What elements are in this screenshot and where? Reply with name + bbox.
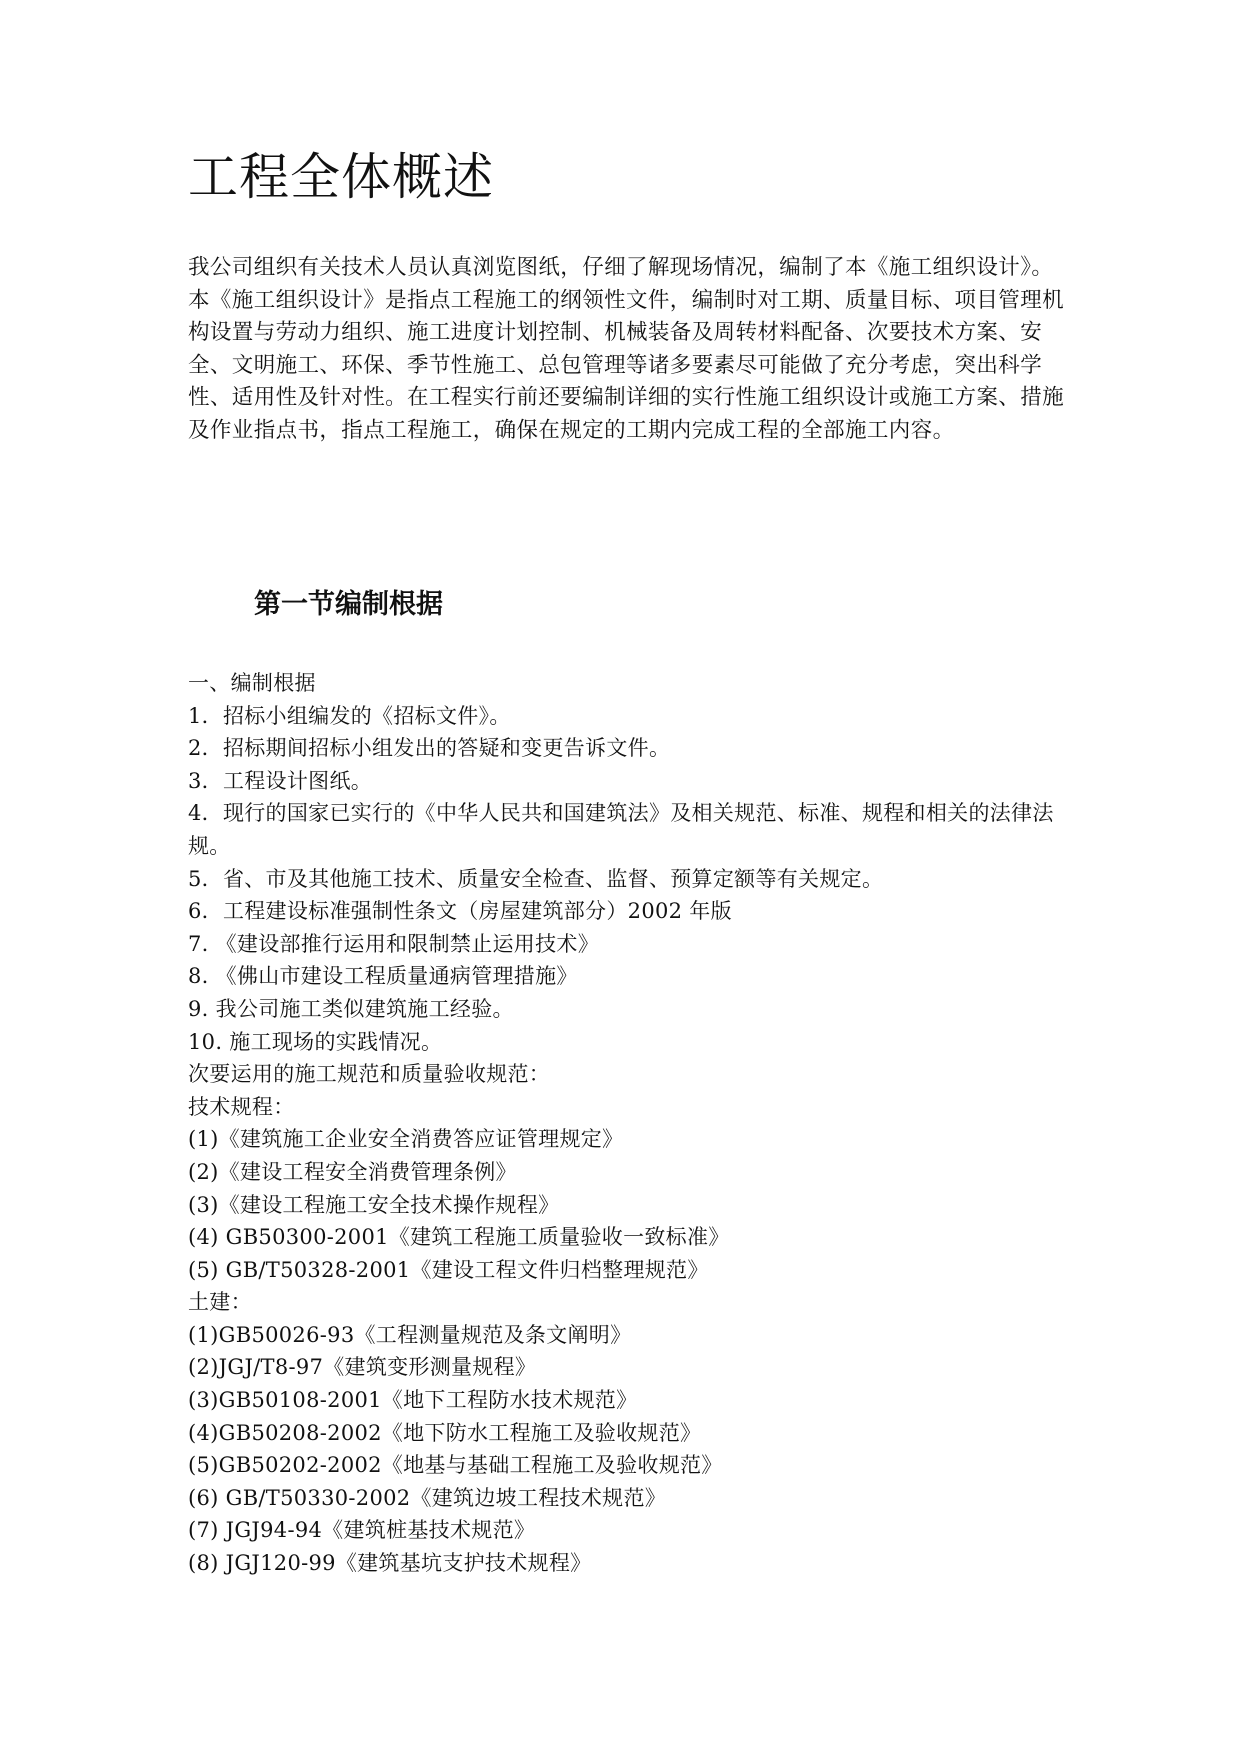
list-item: 次要运用的施工规范和质量验收规范： [188, 1062, 551, 1087]
list-item: (8) JGJ120-99《建筑基坑支护技术规程》 [188, 1551, 592, 1576]
list-item: (1)《建筑施工企业安全消费答应证管理规定》 [188, 1127, 624, 1152]
list-item: (5) GB/T50328-2001《建设工程文件归档整理规范》 [188, 1257, 709, 1282]
list-item: 9. 我公司施工类似建筑施工经验。 [188, 996, 514, 1021]
list-item: (5)GB50202-2002《地基与基础工程施工及验收规范》 [188, 1453, 723, 1478]
list-item: (7) JGJ94-94《建筑桩基技术规范》 [188, 1518, 536, 1543]
section-heading: 第一节编制根据 [254, 589, 443, 620]
list-item: (3)《建设工程施工安全技术操作规程》 [188, 1192, 560, 1217]
list-item: 7. 《建设部推行运用和限制禁止运用技术》 [188, 931, 600, 956]
list-item: 1．招标小组编发的《招标文件》。 [188, 703, 511, 728]
list-item: 2．招标期间招标小组发出的答疑和变更告诉文件。 [188, 736, 671, 761]
list-item: 4．现行的国家已实行的《中华人民共和国建筑法》及相关规范、标准、规程和相关的法律法规。 [188, 801, 1054, 858]
intro-section [188, 252, 1068, 448]
basis-list [188, 667, 1068, 1580]
list-item: 5．省、市及其他施工技术、质量安全检查、监督、预算定额等有关规定。 [188, 866, 884, 891]
intro-paragraph: 本《施工组织设计》是指点工程施工的纲领性文件，编制时对工期、质量目标、项目管理机构设置与劳动力组织、施工进度计划控制、机械装备及周转材料配备、次要技术方案、安全、文明施工、环保、季节性施工、总包管理等诸多要素尽可能做了充分考虑，突出科学性、适用性及针对性。在工程实行前还要编制详细的实行性施工组织设计或施工方案、措施及作业指点书，指点工程施工，确保在规定的工期内完成工程的全部施工内容。 [188, 287, 1065, 443]
document-title: 工程全体概述 [188, 148, 494, 206]
list-item: (2)《建设工程安全消费管理条例》 [188, 1159, 517, 1184]
list-item: (3)GB50108-2001《地下工程防水技术规范》 [188, 1388, 638, 1413]
list-item: (6) GB/T50330-2002《建筑边坡工程技术规范》 [188, 1485, 667, 1510]
list-item: (1)GB50026-93《工程测量规范及条文阐明》 [188, 1322, 632, 1347]
list-item: 技术规程： [188, 1094, 295, 1119]
list-item: 3．工程设计图纸。 [188, 768, 373, 793]
list-item: (2)JGJ/T8-97《建筑变形测量规程》 [188, 1355, 537, 1380]
list-item: 8. 《佛山市建设工程质量通病管理措施》 [188, 964, 578, 989]
list-item: (4)GB50208-2002《地下防水工程施工及验收规范》 [188, 1420, 702, 1445]
list-item: (4) GB50300-2001《建筑工程施工质量验收一致标准》 [188, 1225, 730, 1250]
list-item: 10. 施工现场的实践情况。 [188, 1029, 443, 1054]
intro-paragraph: 我公司组织有关技术人员认真浏览图纸，仔细了解现场情况，编制了本《施工组织设计》。 [188, 255, 1054, 280]
list-item: 6．工程建设标准强制性条文（房屋建筑部分）2002 年版 [188, 899, 732, 924]
list-item: 一、编制根据 [188, 671, 316, 695]
list-item: 土建： [188, 1290, 252, 1315]
